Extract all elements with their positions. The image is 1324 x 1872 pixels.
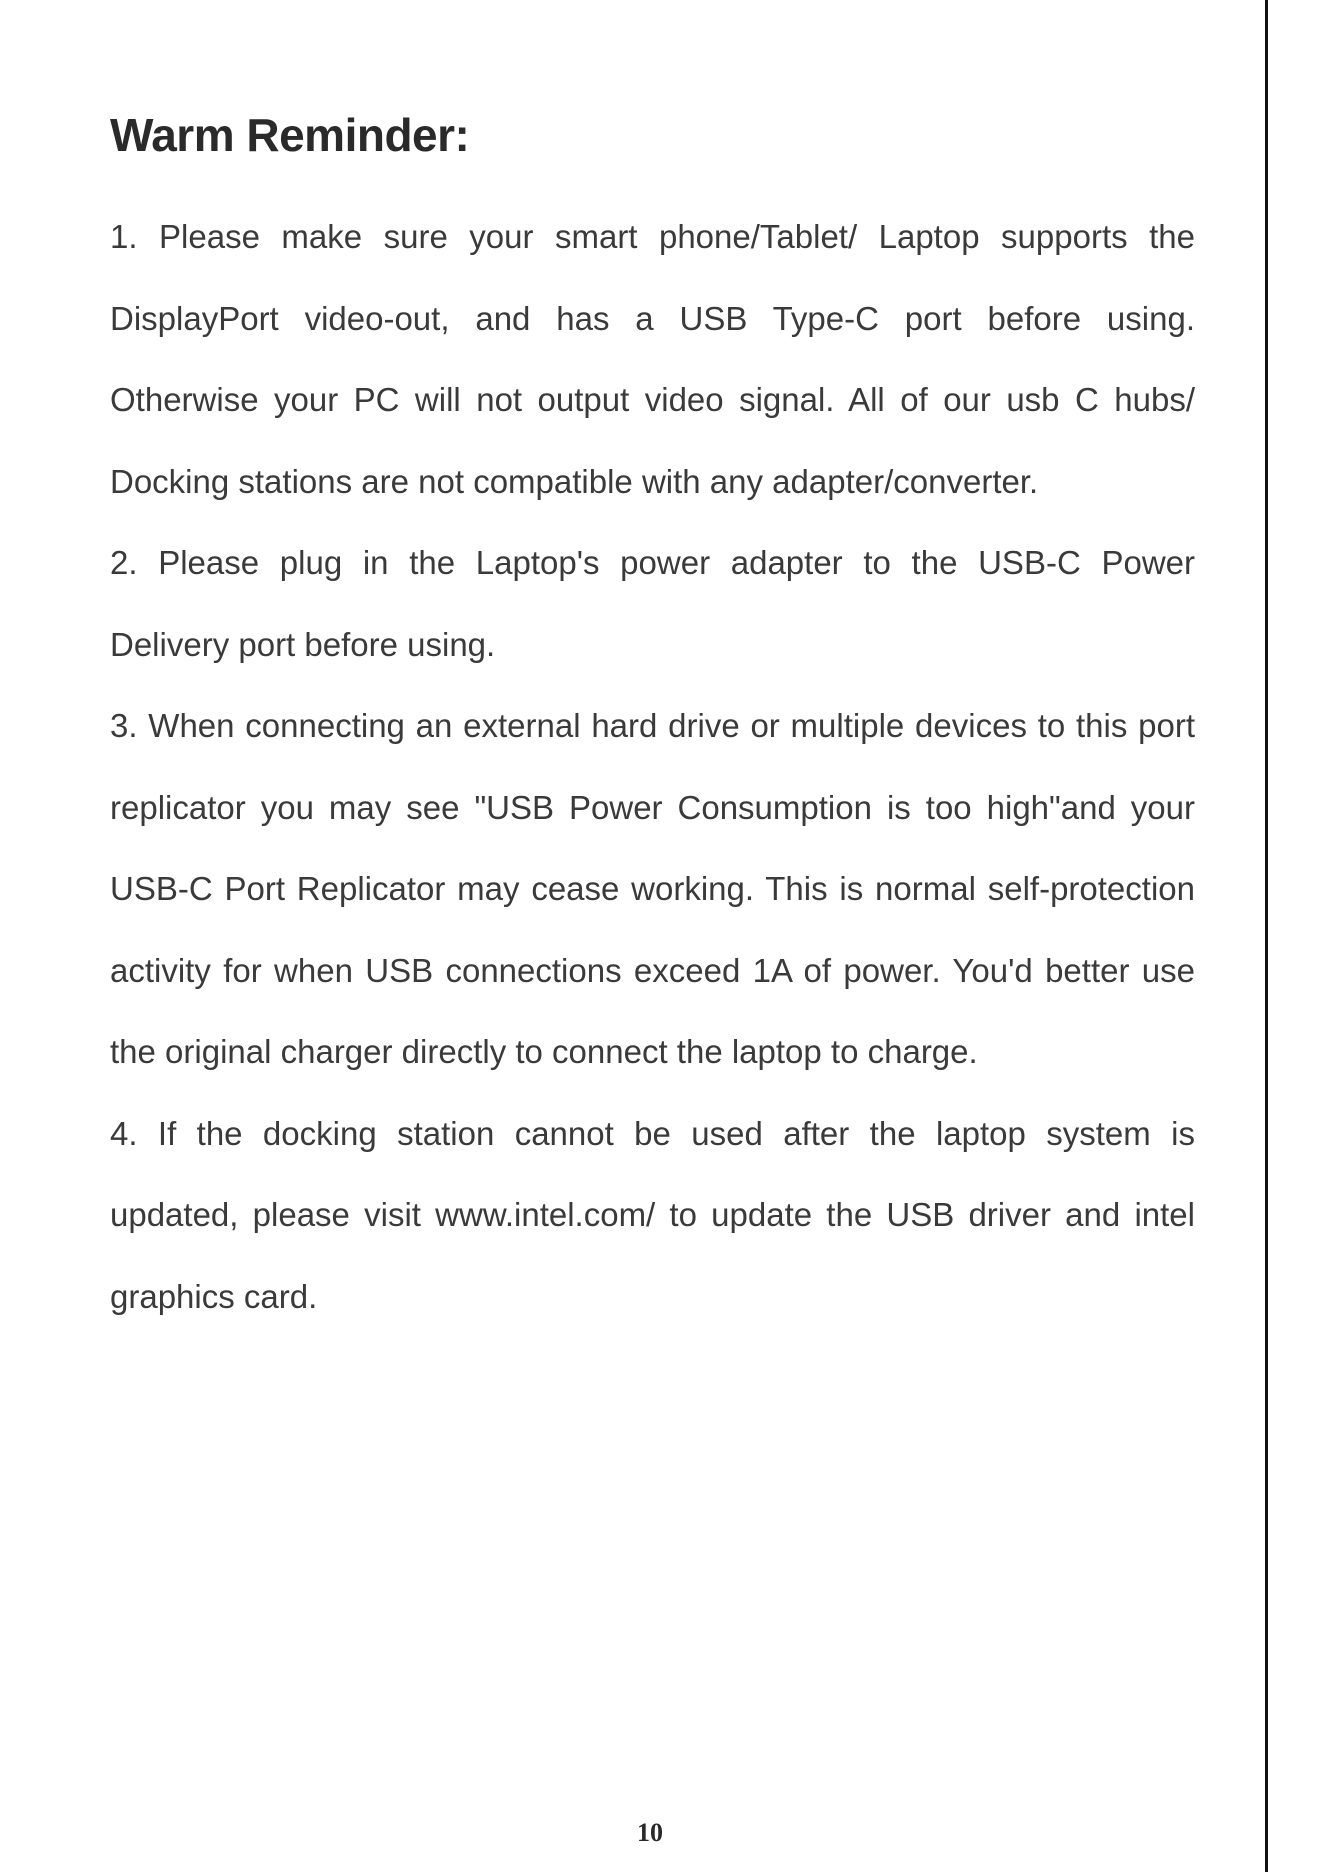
reminder-list (110, 196, 1195, 1337)
reminder-item-2: 2. Please plug in the Laptop's power adapter to the USB-C Power Delivery port before using. (110, 544, 1195, 663)
reminder-item-3: 3. When connecting an external hard drive or multiple devices to this port replicator you may see "USB Power Consumption is too high"and your USB-C Port Replicator may cease working. This is normal self-protection activity for when USB connections exceed 1A of power. You'd better use the original charger directly to connect the laptop to charge. (110, 707, 1195, 1070)
reminder-item-4: 4. If the docking station cannot be used after the laptop system is updated, please visit www.intel.com/ to update the USB driver and intel graphics card. (110, 1114, 1195, 1315)
page-edge-rule (1265, 0, 1268, 1872)
page-title: Warm Reminder: (110, 109, 470, 161)
page-number: 10 (637, 1818, 663, 1847)
reminder-item-1: 1. Please make sure your smart phone/Tablet/ Laptop supports the DisplayPort video-out, and has a USB Type-C port before using. Otherwise your PC will not output video signal. All of our usb C hubs/ Docking stations are not compatible with any adapter/converter. (110, 218, 1195, 500)
